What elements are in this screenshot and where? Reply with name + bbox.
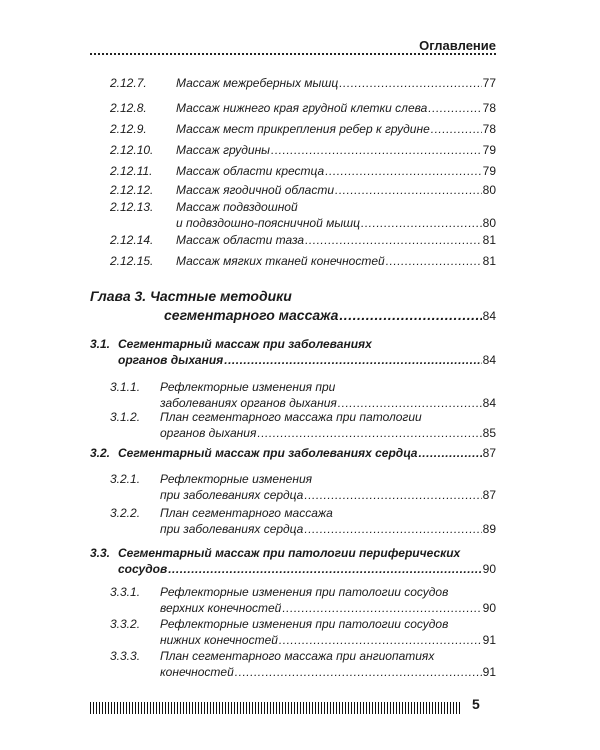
section-title-line-2: органов дыхания <box>118 353 224 367</box>
chapter-title-line-1: Частные методики <box>150 288 292 304</box>
leader-dots <box>386 254 482 268</box>
entry-number: 2.12.11. <box>110 164 153 178</box>
toc-entry-3-1-1[interactable] <box>90 380 496 412</box>
page-number: 77 <box>482 76 496 90</box>
page-number: 90 <box>482 601 496 615</box>
section-number: 3.2. <box>90 446 111 460</box>
entry-number: 3.2.2. <box>110 506 141 520</box>
entry-title-line-2: нижних конечностей <box>160 633 278 647</box>
leader-dots <box>325 164 481 178</box>
page-number: 91 <box>482 665 496 679</box>
entry-number: 3.2.1. <box>110 472 141 486</box>
page-number: 84 <box>482 309 496 323</box>
page-number: 91 <box>482 633 496 647</box>
entry-number: 3.1.1. <box>110 380 141 394</box>
leader-dots <box>279 633 482 647</box>
leader-dots <box>338 396 482 410</box>
entry-title: Массаж нижнего края грудной клетки слева <box>176 101 428 115</box>
section-number: 3.3. <box>90 546 111 560</box>
leader-dots <box>339 307 481 323</box>
page-number: 78 <box>482 101 496 115</box>
entry-number: 3.3.3. <box>110 649 141 663</box>
page-number: 80 <box>482 216 496 230</box>
toc-entry-2-12-7[interactable] <box>90 76 496 94</box>
leader-dots <box>305 233 482 247</box>
chapter-number: Глава 3. <box>90 288 147 304</box>
entry-number: 3.3.1. <box>110 585 141 599</box>
page-number: 80 <box>482 183 496 197</box>
entry-number: 2.12.14. <box>110 233 154 247</box>
entry-title-line-2: при заболеваниях сердца <box>160 522 304 536</box>
page-number: 81 <box>482 254 496 268</box>
section-title-line-2: сосудов <box>118 562 168 576</box>
entry-title-line-2: при заболеваниях сердца <box>160 488 304 502</box>
entry-number: 2.12.15. <box>110 254 154 268</box>
entry-title: Массаж области крестца <box>176 164 325 178</box>
chapter-title-line-2: сегментарного массажа <box>164 307 339 323</box>
running-header-title: Оглавление <box>419 38 496 53</box>
leader-dots <box>418 446 481 460</box>
entry-number: 2.12.7. <box>110 76 147 90</box>
toc-entry-2-12-12[interactable] <box>90 183 496 201</box>
entry-number: 2.12.13. <box>110 200 154 214</box>
page-number: 87 <box>482 446 496 460</box>
entry-title-line-2: заболеваниях органов дыхания <box>160 396 337 410</box>
leader-dots <box>335 183 482 197</box>
page-number: 90 <box>482 562 496 576</box>
entry-number: 3.3.2. <box>110 617 141 631</box>
toc-entry-3-1-2[interactable] <box>90 410 496 442</box>
entry-number: 2.12.9. <box>110 122 147 136</box>
entry-title-line-1: План сегментарного массажа при ангиопатиях <box>160 649 435 663</box>
entry-title: Массаж грудины <box>176 143 271 157</box>
footer-page-number: 5 <box>472 696 480 712</box>
page-number: 85 <box>482 426 496 440</box>
section-number: 3.1. <box>90 337 111 351</box>
toc-entry-3-3-2[interactable] <box>90 617 496 649</box>
toc-chapter-3[interactable] <box>90 288 496 328</box>
toc-section-3-2[interactable] <box>90 446 496 464</box>
toc-entry-2-12-8[interactable] <box>90 101 496 119</box>
toc-entry-3-3-3[interactable] <box>90 649 496 681</box>
entry-title: Массаж ягодичной области <box>176 183 335 197</box>
toc-section-3-1[interactable] <box>90 337 496 369</box>
footer-decorative-bar <box>90 702 462 714</box>
entry-title-line-1: Рефлекторные изменения при патологии сосудов <box>160 617 449 631</box>
entry-title: Массаж мест прикрепления ребер к грудине <box>176 122 430 136</box>
header-dotted-rule <box>90 53 496 55</box>
leader-dots <box>282 601 481 615</box>
entry-title-line-1: Рефлекторные изменения при <box>160 380 336 394</box>
entry-number: 2.12.12. <box>110 183 154 197</box>
toc-entry-2-12-9[interactable] <box>90 122 496 140</box>
entry-title: Массаж мягких тканей конечностей <box>176 254 385 268</box>
leader-dots <box>361 216 482 230</box>
section-title-line-1: Сегментарный массаж при патологии периферических <box>118 546 461 560</box>
entry-title-line-1: План сегментарного массажа <box>160 506 333 520</box>
entry-title-line-1: План сегментарного массажа при патологии <box>160 410 422 424</box>
leader-dots <box>168 562 481 576</box>
toc-entry-2-12-13[interactable] <box>90 200 496 232</box>
leader-dots <box>428 101 481 115</box>
section-title-line-1: Сегментарный массаж при заболеваниях <box>118 337 372 351</box>
entry-number: 2.12.10. <box>110 143 154 157</box>
leader-dots <box>271 143 482 157</box>
page-number: 79 <box>482 143 496 157</box>
entry-title-line-1: Массаж подвздошной <box>176 200 298 214</box>
toc-entry-2-12-11[interactable] <box>90 164 496 182</box>
entry-title-line-2: конечностей <box>160 665 234 679</box>
entry-title-line-2: верхних конечностей <box>160 601 282 615</box>
page-number: 87 <box>482 488 496 502</box>
page-number: 81 <box>482 233 496 247</box>
section-title: Сегментарный массаж при заболеваниях сердца <box>118 446 418 460</box>
entry-title-line-1: Рефлекторные изменения при патологии сосудов <box>160 585 449 599</box>
page-number: 84 <box>482 396 496 410</box>
leader-dots <box>235 665 482 679</box>
entry-title: Массаж области таза <box>176 233 305 247</box>
leader-dots <box>339 76 481 90</box>
page-number: 84 <box>482 353 496 367</box>
leader-dots <box>304 488 481 502</box>
toc-entry-2-12-10[interactable] <box>90 143 496 161</box>
toc-entry-3-2-2[interactable] <box>90 506 496 538</box>
toc-entry-3-2-1[interactable] <box>90 472 496 504</box>
entry-title-line-2: и подвздошно-поясничной мышц <box>176 216 360 230</box>
page-number: 78 <box>482 122 496 136</box>
entry-title-line-1: Рефлекторные изменения <box>160 472 313 486</box>
entry-number: 3.1.2. <box>110 410 141 424</box>
toc-entry-2-12-14[interactable] <box>90 233 496 251</box>
leader-dots <box>304 522 481 536</box>
leader-dots <box>257 426 481 440</box>
leader-dots <box>431 122 482 136</box>
leader-dots <box>224 353 481 367</box>
page-number: 89 <box>482 522 496 536</box>
toc-entry-3-3-1[interactable] <box>90 585 496 617</box>
entry-number: 2.12.8. <box>110 101 147 115</box>
toc-entry-2-12-15[interactable] <box>90 254 496 272</box>
toc-section-3-3[interactable] <box>90 546 496 578</box>
entry-title-line-2: органов дыхания <box>160 426 257 440</box>
page-number: 79 <box>482 164 496 178</box>
entry-title: Массаж межреберных мышц <box>176 76 339 90</box>
